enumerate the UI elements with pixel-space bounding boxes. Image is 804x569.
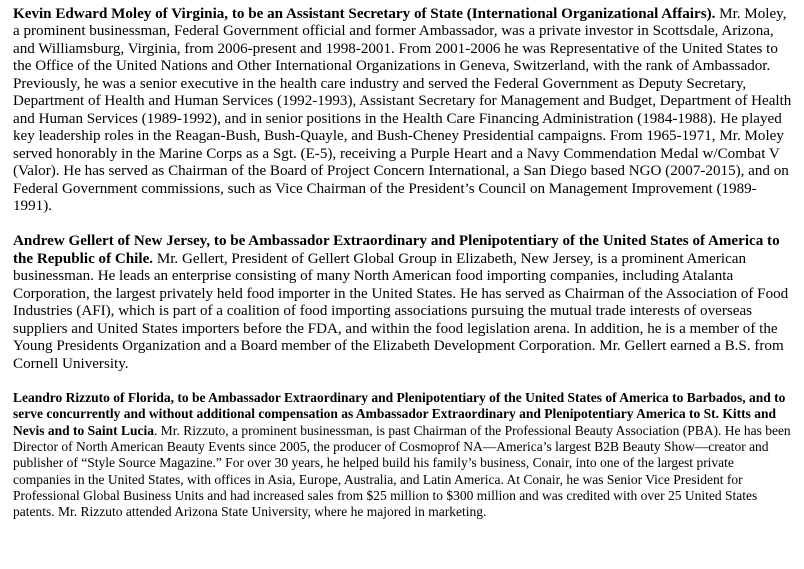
nomination-gellert — [13, 233, 795, 373]
document-page — [13, 6, 795, 520]
nomination-body: Mr. Gellert, President of Gellert Global Group in Elizabeth, New Jersey, is a prominent American businessman. He leads an enterprise consisting of many North American food importing companies, including Atalanta Corporation, the largest privately held food importer in the United States. He has served as Chairman of the Association of Food Industries (AFI), which is part of a coalition of food importing associations pursuing the mutual trade interests of overseas suppliers and United States importers before the FDA, and within the food legislation arena. In addition, he is a member of the Young Presidents Organization and a Board member of the Elizabeth Development Corporation. Mr. Gellert earned a B.S. from Cornell University. — [13, 250, 789, 372]
nomination-rizzuto — [13, 390, 795, 520]
nomination-body: Mr. Moley, a prominent businessman, Federal Government official and former Ambassador, was a private investor in Scottsdale, Arizona, and Williamsburg, Virginia, from 2006-present and 1998-2001. From 2001-2006 he was Representative of the United States to the Office of the United Nations and Other International Organizations in Geneva, Switzerland, with the rank of Ambassador. Previously, he was a senior executive in the health care industry and served the Federal Government as Deputy Secretary, Department of Health and Human Services (1992-1993), Assistant Secretary for Management and Budget, Department of Health and Human Services (1989-1992), and in senior positions in the Health Care Financing Administration (1984-1988). He played key leadership roles in the Reagan-Bush, Bush-Quayle, and Bush-Cheney Presidential campaigns. From 1965-1971, Mr. Moley served honorably in the Marine Corps as a Sgt. (E-5), receiving a Purple Heart and a Navy Commendation Medal w/Combat V (Valor). He has served as Chairman of the Board of Project Concern International, a San Diego based NGO (2007-2015), and on Federal Government commissions, such as Vice Chairman of the President’s Council on Management Improvement (1989-1991). — [13, 6, 792, 214]
nomination-heading: Leandro Rizzuto of Florida, to be Ambassador Extraordinary and Plenipotentiary of the United States of America to Barbados, and to serve concurrently and without additional compensation as Ambassador Extraordinary and Plenipotentiary America to St. Kitts and Nevis and to Saint Lucia — [13, 390, 786, 438]
nomination-moley — [13, 6, 795, 215]
nomination-body: . Mr. Rizzuto, a prominent businessman, is past Chairman of the Professional Beauty Association (PBA). He has been Director of North American Beauty Events since 2005, the producer of Cosmoprof NA—America’s largest B2B Beauty Show—creator and publisher of “Style Source Magazine.” For over 30 years, he helped build his family’s business, Conair, into one of the largest private companies in the United States, with offices in Asia, Europe, Australia, and Latin America. At Conair, he was Senior Vice President for Professional Global Business Units and had increased sales from $25 million to $300 million and was credited with over 25 United States patents. Mr. Rizzuto attended Arizona State University, where he majored in marketing. — [13, 422, 791, 520]
nomination-heading: Kevin Edward Moley of Virginia, to be an Assistant Secretary of State (International Organizational Affairs). — [13, 6, 716, 22]
nomination-heading: Andrew Gellert of New Jersey, to be Ambassador Extraordinary and Plenipotentiary of the United States of America to the Republic of Chile. — [13, 233, 780, 267]
